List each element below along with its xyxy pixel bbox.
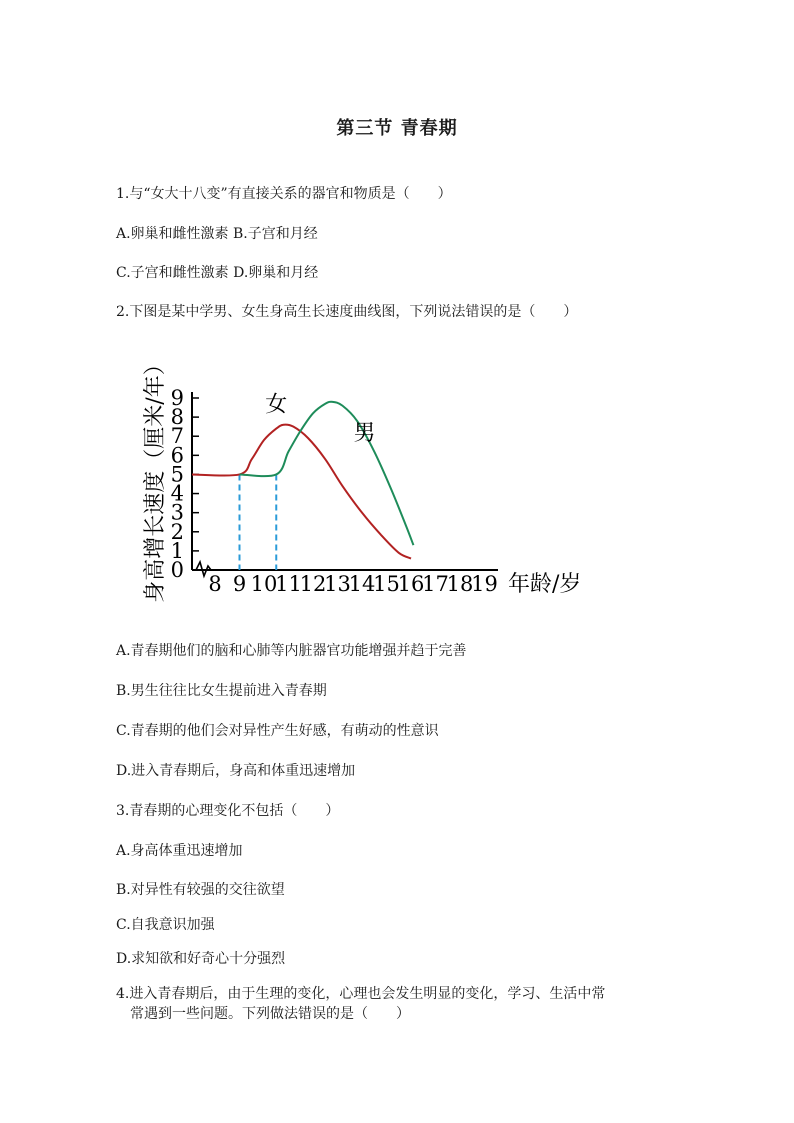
y-tick-label: 6 — [170, 443, 184, 468]
y-tick-label: 3 — [170, 500, 184, 525]
y-tick-label: 1 — [170, 538, 184, 563]
q3-stem: 3.青春期的心理变化不包括（ ） — [116, 803, 340, 819]
series-line-male — [240, 402, 414, 545]
series-label-male: 男 — [353, 421, 376, 447]
x-tick-label: 17 — [422, 572, 449, 596]
x-tick-label: 16 — [397, 572, 425, 596]
q4-stem-line2: 常遇到一些问题。下列做法错误的是（ ） — [130, 1006, 410, 1022]
q2-option-d: D.进入青春期后，身高和体重迅速增加 — [116, 763, 356, 779]
x-tick-label: 15 — [373, 572, 400, 596]
series-label-female: 女 — [265, 392, 288, 418]
y-tick-label: 0 — [170, 558, 184, 582]
q1-option-cd: C.子宫和雌性激素 D.卵巢和月经 — [116, 265, 319, 281]
q2-option-b: B.男生往往比女生提前进入青春期 — [116, 683, 327, 699]
q2-option-a: A.青春期他们的脑和心肺等内脏器官功能增强并趋于完善 — [116, 643, 467, 659]
series-line-female — [192, 425, 411, 559]
q3-option-c: C.自我意识加强 — [116, 917, 215, 933]
y-tick-label: 7 — [170, 424, 184, 449]
x-tick-label: 11 — [275, 572, 302, 596]
y-tick-label: 9 — [170, 386, 184, 410]
q3-option-b: B.对异性有较强的交往欲望 — [116, 882, 285, 898]
x-tick-label: 8 — [208, 572, 222, 596]
x-tick-label: 9 — [232, 572, 247, 596]
x-tick-label: 14 — [348, 572, 376, 596]
q2-option-c: C.青春期的他们会对异性产生好感，有萌动的性意识 — [116, 723, 439, 739]
q3-option-d: D.求知欲和好奇心十分强烈 — [116, 951, 286, 967]
x-tick-label: 10 — [250, 572, 278, 596]
y-tick-label: 8 — [170, 405, 184, 430]
q1-stem: 1.与“女大十八变”有直接关系的器官和物质是（ ） — [116, 186, 452, 202]
q4-stem-line1: 4.进入青春期后，由于生理的变化，心理也会发生明显的变化，学习、生活中常 — [116, 986, 606, 1002]
q3-option-a: A.身高体重迅速增加 — [116, 843, 243, 859]
x-tick-label: 13 — [324, 572, 351, 596]
x-tick-label: 18 — [446, 572, 474, 596]
q1-option-ab: A.卵巢和雌性激素 B.子宫和月经 — [116, 226, 318, 242]
q2-stem: 2.下图是某中学男、女生身高生长速度曲线图，下列说法错误的是（ ） — [116, 304, 578, 320]
y-tick-label: 5 — [170, 462, 184, 487]
y-tick-label: 2 — [170, 519, 184, 544]
x-tick-label: 19 — [471, 572, 498, 596]
x-axis-label: 年龄/岁 — [508, 572, 582, 597]
page-title: 第三节 青春期 — [336, 118, 458, 139]
y-tick-label: 4 — [170, 481, 184, 506]
growth-chart — [126, 340, 606, 615]
x-tick-label: 12 — [299, 572, 327, 596]
y-axis-label: 身高增长速度（厘米/年） — [143, 353, 168, 603]
q4-stem — [116, 984, 605, 1024]
